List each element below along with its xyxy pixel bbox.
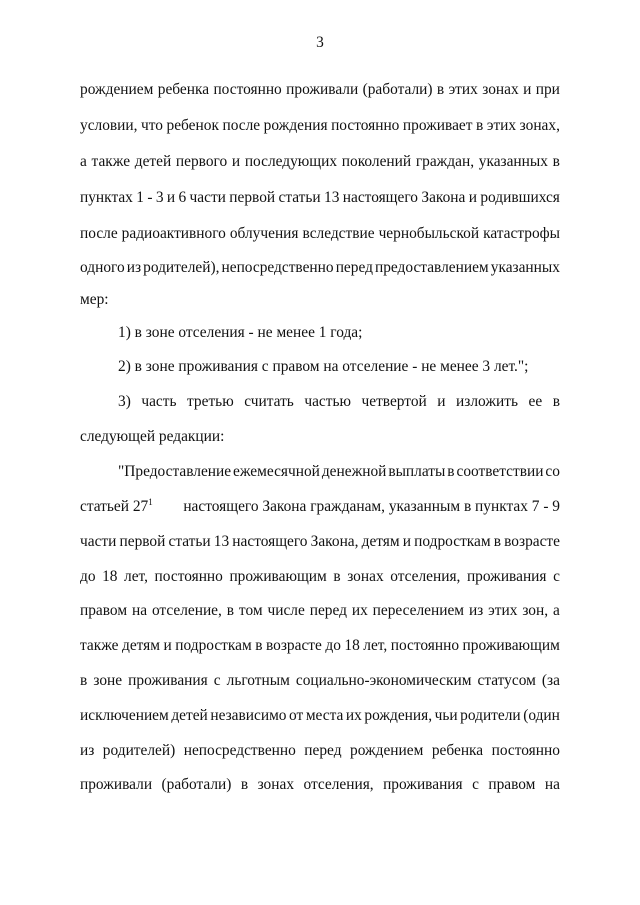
word: подросткам [175,637,252,654]
word: постоянно [390,637,460,654]
word: ребенка [431,742,484,759]
word: в [493,533,502,550]
text-line [80,775,560,795]
word: статьи [278,189,321,206]
word: в [255,637,263,654]
word: чьи [434,707,458,724]
word: на [544,776,560,793]
word: и [437,393,446,410]
word: рождения [263,117,328,134]
word: (один [523,707,560,724]
word: пунктах [80,189,133,206]
word: зон, [522,602,549,619]
word: четвертой [361,393,427,410]
text-fragment: настоящего Закона гражданам, указанным в пунктах 7 - 9 [179,498,560,515]
word: с [213,672,221,689]
word: - [147,189,153,206]
list-item [118,392,560,412]
word: проживали [286,81,359,98]
word: а [552,602,560,619]
word: ребенок [166,117,219,134]
text-line [80,116,560,136]
word: в [552,393,560,410]
word: места [305,707,344,724]
word: ребенка [157,81,210,98]
word: до [325,637,341,654]
word: родители [460,707,521,724]
word: детей [171,707,208,724]
word: части [80,533,117,550]
word: отселение, [151,602,222,619]
word: числе [267,602,305,619]
word: зонах [347,568,384,585]
word: этих [448,81,478,98]
word: в [476,117,484,134]
word: граждан, [415,153,475,170]
text-line [80,567,560,587]
word: поколений [341,153,412,170]
word: статьи [168,533,211,550]
word: и [402,533,412,550]
list-item: 1) в зоне отселения - не менее 1 года; [118,324,363,341]
word: их [345,707,362,724]
word: проживания [383,776,463,793]
word: независимо [210,707,287,724]
word: в [333,568,341,585]
word: частью [304,393,351,410]
word: детям [361,533,400,550]
word: вследствие [302,225,375,242]
word: родившихся [480,189,560,206]
text-line: мер: [80,291,109,308]
word: постоянно [154,568,223,585]
word: том [238,602,263,619]
text-line [80,671,560,691]
word: Закона, [310,533,359,550]
word: исключением [80,707,169,724]
word: и [163,637,172,654]
word: постоянно [213,81,282,98]
word: проживали [80,776,153,793]
word: рождением [350,742,424,759]
word: указанных [478,153,548,170]
word: проживающим [229,568,327,585]
word: социально-экономическим [295,672,472,689]
word: детей [134,153,172,170]
word: 13 [324,189,340,206]
word: проживающим [462,637,560,654]
word: рождением [80,81,154,98]
word: рождения, [364,707,433,724]
word: чернобыльской [378,225,480,242]
word: также [91,153,131,170]
word: со [545,463,560,480]
word: льготным [226,672,290,689]
word: катастрофы [483,225,560,242]
word: 18 [102,568,118,585]
word: считать [244,393,294,410]
word: на [131,602,148,619]
text-line [80,532,560,552]
word: лет, [124,568,148,585]
word: соответствии [456,463,544,480]
word: перед [309,602,347,619]
word: 6 [178,189,187,206]
word: части [189,189,226,206]
text-line [80,741,560,761]
text-line [80,497,560,517]
word: до [80,568,96,585]
word: 1 [136,189,144,206]
page-number: 3 [316,34,324,51]
word: этих [486,117,517,134]
word: (работали) [161,776,232,793]
word: 3) [118,393,131,410]
superscript: 1 [148,496,153,507]
word: непосредственно [183,742,296,759]
word: в [436,81,445,98]
word: 18 [344,637,360,654]
list-item: 2) в зоне проживания с правом на отселение - не менее 3 лет."; [118,358,529,375]
word: что [141,117,163,134]
word: непосредственно [221,259,334,276]
word: денежной [321,463,387,480]
word: родителей) [102,742,176,759]
word: третью [187,393,234,410]
text-line [80,601,560,621]
word: ежемесячной [233,463,320,480]
word: зонах, [519,117,560,134]
word: зонах [482,81,519,98]
word: первой [119,533,166,550]
word: "Предоставление [118,463,232,480]
word: статусом [477,672,536,689]
word: постоянно [491,742,560,759]
word: подросткам [414,533,491,550]
word: (работали) [362,81,433,98]
word: перед [335,259,373,276]
word: в [80,672,88,689]
word: настоящего [232,533,308,550]
word: зоне [93,672,123,689]
quote-line [118,462,560,482]
word: (за [541,672,560,689]
text-line [80,258,560,278]
word: от [289,707,304,724]
word: после [222,117,261,134]
word: настоящего [342,189,418,206]
word: изложить [456,393,518,410]
word: из [126,259,142,276]
word: перед [304,742,342,759]
text-line [80,706,560,726]
text-line [80,224,560,244]
word: в [226,602,235,619]
word: и [468,189,477,206]
word: одного [80,259,125,276]
word: облучения [229,225,299,242]
word: постоянно [331,117,400,134]
word: предоставлением [375,259,489,276]
word: выплаты [388,463,446,480]
word: проживает [402,117,473,134]
word: Закона [421,189,466,206]
word: переселением [372,602,465,619]
word: родителей), [143,259,220,276]
text-line [80,152,560,172]
word: в [552,153,560,170]
word: этих [488,602,518,619]
word: из [80,742,95,759]
word: правом [488,776,536,793]
word: 3 [155,189,164,206]
word: первого [175,153,228,170]
word: с [553,568,560,585]
word: также [80,637,119,654]
word: детям [121,637,160,654]
word: радиоактивного [121,225,226,242]
word: указанных [490,259,560,276]
word: а [80,153,87,170]
text-fragment: статьей $27^1$ [80,496,153,515]
text-line [80,636,560,656]
word: зонах [257,776,295,793]
word: лет, [363,637,388,654]
word: в [447,463,455,480]
word: проживания [466,568,547,585]
word: при [535,81,560,98]
word: часть [141,393,177,410]
word: отселения, [303,776,374,793]
word: ее [528,393,543,410]
word: правом [80,602,128,619]
word: последующих [244,153,338,170]
word: 13 [213,533,230,550]
word: возрасте [266,637,322,654]
text-line: следующей редакции: [80,428,225,445]
word: проживания [128,672,208,689]
text-line [80,80,560,100]
word: и [166,189,176,206]
word: из [468,602,484,619]
word: их [351,602,368,619]
word: после [80,225,118,242]
word: отселения, [390,568,461,585]
word: возрасте [504,533,560,550]
word: в [240,776,249,793]
word: и [231,153,241,170]
word: первой [229,189,276,206]
word: с [472,776,479,793]
text-line [80,188,560,208]
word: и [523,81,532,98]
word: условии, [80,117,138,134]
